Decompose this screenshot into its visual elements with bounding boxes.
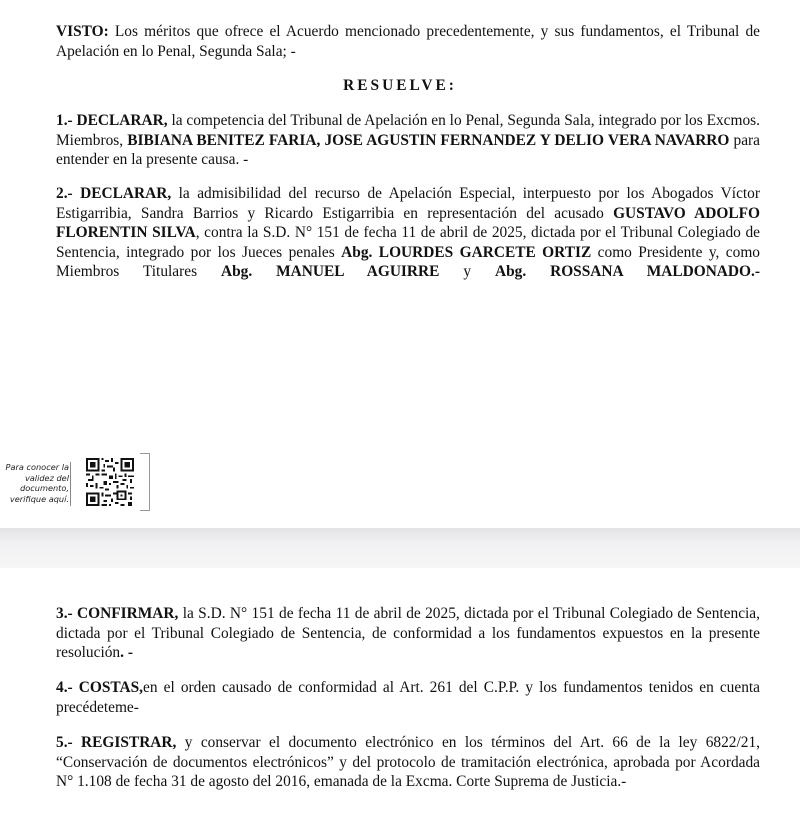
item-2-judge-3: Abg. ROSSANA MALDONADO.- [494, 263, 760, 280]
item-1-label: 1.- DECLARAR, [56, 112, 168, 129]
visto-label: VISTO: [56, 23, 109, 40]
verification-line: validez del [24, 472, 69, 483]
verification-line: Para conocer la [5, 462, 69, 472]
item-4-paragraph [56, 678, 760, 717]
item-2-accused: GUSTAVO ADOLFO FLORENTIN SILVA [56, 204, 760, 241]
item-4-text: en el orden causado de conformidad al Art. 261 del C.P.P. y los fundamentos tenidos en cuenta precédeteme- [56, 679, 761, 716]
page-separator [0, 528, 800, 568]
item-1-text-b: para entender en la presente causa. - [56, 131, 760, 168]
item-2-text-d: y [439, 263, 495, 280]
item-3-label: 3.- CONFIRMAR, [56, 605, 179, 622]
item-2-judge-2: Abg. MANUEL AGUIRRE [220, 263, 440, 280]
document-verification-box[interactable] [0, 453, 150, 509]
visto-text: Los méritos que ofrece el Acuerdo mencionado precedentemente, y sus fundamentos, el Tribunal de Apelación en lo Penal, Segunda Sala; - [56, 23, 760, 60]
item-2-paragraph [56, 184, 760, 282]
item-2-text-b: , contra la S.D. N° 151 de fecha 11 de abril de 2025, dictada por el Tribunal Colegiado de Sentencia, integrado por los Jueces penales [56, 224, 760, 261]
item-2-label: 2.- DECLARAR, [56, 185, 172, 202]
item-5-text: y conservar el documento electrónico en los términos del Art. 66 de la ley 6822/21, “Conservación de documentos electrónicos” y del protocolo de tramitación electrónica, aprobada por Acordada N° 1.108 de fecha 31 de agosto del 2016, emanada de la Excma. Corte Suprema de Justicia.- [56, 734, 760, 790]
item-3-text: la S.D. N° 151 de fecha 11 de abril de 2025, dictada por el Tribunal Colegiado de Sentencia, dictada por el Tribunal Colegiado de Sentencia, de conformidad a los fundamentos expuestos en la presente resolución [56, 605, 760, 661]
item-1-text-a: la competencia del Tribunal de Apelación en lo Penal, Segunda Sala, integrado por los Excmos. Miembros, [56, 112, 760, 149]
item-2-judge-1: Abg. LOURDES GARCETE ORTIZ [341, 243, 592, 261]
item-5-paragraph [56, 733, 760, 792]
item-4-label: 4.- COSTAS, [56, 679, 144, 696]
item-2-text-a: la admisibilidad del recurso de Apelación Especial, interpuesto por los Abogados Víctor Estigarribia, Sandra Barrios y Ricardo Estigarribia en representación del acusado [56, 185, 760, 222]
item-3-end: . - [120, 644, 133, 661]
verification-frame [140, 453, 150, 511]
item-1-names: BIBIANA BENITEZ FARIA, JOSE AGUSTIN FERNANDEZ Y DELIO VERA NAVARRO [127, 131, 730, 149]
item-5-label: 5.- REGISTRAR, [56, 734, 177, 751]
verification-line: documento, [20, 483, 69, 493]
verification-text [0, 462, 71, 506]
qr-code-icon[interactable] [86, 458, 134, 506]
document-page-2 [0, 568, 800, 829]
item-2-text-c: como Presidente y, como Miembros Titulares [56, 243, 760, 280]
item-1-paragraph [56, 111, 760, 170]
verification-line: verifique aquí. [9, 493, 69, 504]
resolution-heading: RESUELVE: [343, 77, 457, 94]
visto-paragraph [56, 22, 760, 61]
item-3-paragraph [56, 604, 760, 663]
